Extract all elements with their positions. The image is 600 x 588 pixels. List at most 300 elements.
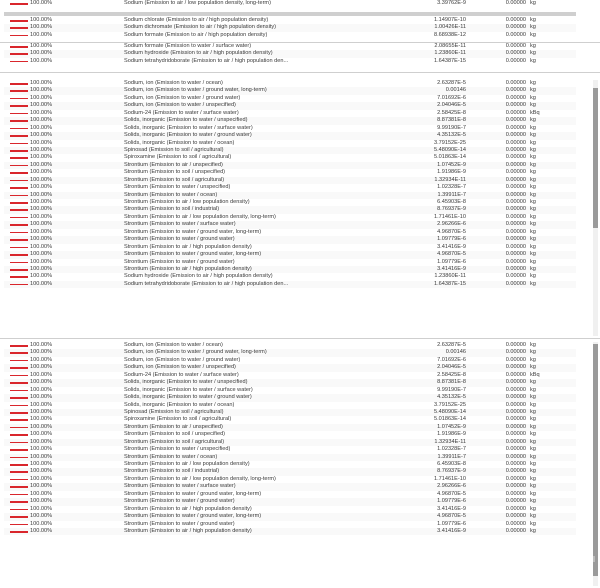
row-result: 0.00000 (505, 221, 526, 228)
row-unit: kg (530, 498, 536, 505)
row-result: 0.00000 (505, 124, 526, 131)
row-percent: 100.00% (30, 349, 53, 356)
row-unit: kg (530, 490, 536, 497)
row-percent: 100.00% (30, 505, 53, 512)
row-result: 0.00000 (505, 102, 526, 109)
table-row[interactable] (4, 125, 576, 132)
row-flow-name: Sodium, ion (Emission to water / ocean) (124, 80, 223, 86)
row-result: 0.00000 (505, 199, 526, 205)
row-percent: 100.00% (30, 394, 53, 401)
result-table-top (4, 0, 576, 9)
row-amount: 4.96870E-5 (437, 228, 466, 235)
row-unit: kg (530, 475, 536, 482)
row-unit: kg (530, 57, 536, 64)
row-amount: 7.01692E-6 (437, 94, 466, 101)
row-result: 0.00000 (505, 498, 526, 505)
row-flow-name: Strontium (Emission to air / unspecified) (124, 423, 223, 430)
table-row[interactable] (4, 281, 576, 288)
vertical-scrollbar-lower[interactable] (593, 342, 598, 586)
row-amount: 3.79152E-25 (433, 401, 466, 408)
row-result: 0.00000 (505, 356, 526, 363)
row-unit: kg (530, 468, 536, 475)
row-unit: kg (530, 280, 536, 287)
row-result: 0.00000 (505, 57, 526, 64)
row-amount: 3.39762E-9 (437, 0, 466, 6)
row-percent: 100.00% (30, 520, 53, 527)
row-unit: kg (530, 386, 536, 393)
table-row[interactable] (4, 528, 576, 535)
row-flow-name: Strontium (Emission to air / low population density) (124, 199, 250, 205)
row-amount: 3.79152E-25 (433, 139, 466, 146)
table-row[interactable] (4, 0, 576, 7)
table-row[interactable] (4, 147, 576, 154)
row-amount: 6.45903E-8 (437, 461, 466, 467)
row-percent: 100.00% (30, 184, 53, 191)
table-row[interactable] (4, 80, 576, 87)
table-row[interactable] (4, 206, 576, 213)
table-row[interactable] (4, 132, 576, 139)
table-row[interactable] (4, 491, 576, 498)
row-flow-name: Sodium tetrahydridoborate (Emission to air / high population den... (124, 280, 289, 287)
row-flow-name: Strontium (Emission to air / high population density) (124, 243, 252, 250)
row-amount: 1.02328E-7 (437, 184, 466, 191)
row-unit: kg (530, 146, 536, 153)
row-percent: 100.00% (30, 401, 53, 408)
contribution-bar (10, 254, 28, 256)
row-result: 0.00000 (505, 423, 526, 430)
row-amount: 1.09779E-6 (437, 236, 466, 243)
row-amount: 2.63287E-5 (437, 80, 466, 86)
contribution-bar (10, 352, 28, 354)
row-flow-name: Strontium (Emission to air / high population density) (124, 265, 252, 272)
row-result: 0.00000 (505, 236, 526, 243)
row-percent: 100.00% (30, 513, 53, 520)
table-row[interactable] (4, 184, 576, 191)
table-row[interactable] (4, 244, 576, 251)
row-result: 0.00000 (505, 169, 526, 176)
row-percent: 100.00% (30, 124, 53, 131)
contribution-bar (10, 224, 28, 226)
row-unit: kg (530, 408, 536, 415)
row-flow-name: Strontium (Emission to soil / agricultural) (124, 176, 225, 183)
row-flow-name: Sodium dichromate (Emission to air / high population density) (124, 24, 277, 31)
table-row[interactable] (4, 177, 576, 184)
table-row[interactable] (4, 95, 576, 102)
row-percent: 100.00% (30, 423, 53, 430)
table-row[interactable] (4, 357, 576, 364)
row-unit: kg (530, 102, 536, 109)
contribution-bar (10, 375, 28, 377)
contribution-bar (10, 457, 28, 459)
contribution-bar (10, 284, 28, 286)
row-amount: 1.09779E-6 (437, 498, 466, 505)
table-row[interactable] (4, 229, 576, 236)
row-result: 0.00000 (505, 490, 526, 497)
contribution-bar (10, 509, 28, 511)
row-amount: 7.01692E-6 (437, 356, 466, 363)
result-table-block-1 (4, 17, 576, 41)
contribution-bar (10, 427, 28, 429)
row-flow-name: Strontium (Emission to air / low population density, long-term) (124, 475, 276, 482)
row-flow-name: Sodium-24 (Emission to water / surface water) (124, 371, 239, 378)
table-row[interactable] (4, 192, 576, 199)
row-percent: 100.00% (30, 169, 53, 176)
row-flow-name: Solids, inorganic (Emission to water / unspecified) (124, 379, 248, 386)
row-percent: 100.00% (30, 57, 53, 64)
table-row[interactable] (4, 259, 576, 266)
row-amount: 2.58425E-8 (437, 371, 466, 378)
row-flow-name: Strontium (Emission to water / ground water) (124, 498, 235, 505)
row-unit: kg (530, 527, 536, 534)
table-row[interactable] (4, 439, 576, 446)
row-percent: 100.00% (30, 364, 53, 371)
contribution-bar (10, 120, 28, 122)
row-unit: kg (530, 364, 536, 371)
result-table-block-3 (4, 80, 576, 336)
row-flow-name: Strontium (Emission to water / unspecified) (124, 446, 231, 453)
row-result: 0.00000 (505, 251, 526, 258)
row-percent: 100.00% (30, 31, 53, 38)
table-row[interactable] (4, 461, 576, 468)
table-row[interactable] (4, 214, 576, 221)
row-amount: 1.14907E-10 (433, 17, 466, 23)
row-unit: kg (530, 356, 536, 363)
row-percent: 100.00% (30, 280, 53, 287)
row-unit: kg (530, 43, 536, 49)
row-flow-name: Sodium-24 (Emission to water / surface water) (124, 109, 239, 116)
row-flow-name: Sodium, ion (Emission to water / ground water, long-term) (124, 87, 267, 94)
row-unit: kg (530, 265, 536, 272)
table-row[interactable] (4, 199, 576, 206)
result-table-block-2 (4, 43, 576, 69)
table-row[interactable] (4, 102, 576, 109)
row-percent: 100.00% (30, 431, 53, 438)
row-amount: 3.41416E-9 (437, 243, 466, 250)
table-row[interactable] (4, 424, 576, 431)
scrollbar-thumb-lower[interactable] (593, 344, 598, 576)
row-result: 0.00000 (505, 146, 526, 153)
contribution-bar (10, 262, 28, 264)
contribution-bar (10, 434, 28, 436)
row-result: 0.00000 (505, 184, 526, 191)
result-table-block-4 (4, 342, 576, 586)
row-result: 0.00000 (505, 213, 526, 220)
resize-handle[interactable] (593, 556, 595, 562)
row-flow-name: Strontium (Emission to soil / unspecified) (124, 169, 226, 176)
row-amount: 9.99190E-7 (437, 124, 466, 131)
row-flow-name: Strontium (Emission to water / ground water) (124, 520, 235, 527)
row-flow-name: Strontium (Emission to water / ground water, long-term) (124, 513, 262, 520)
row-percent: 100.00% (30, 379, 53, 386)
row-result: 0.00000 (505, 280, 526, 287)
table-row[interactable] (4, 50, 576, 57)
row-amount: 5.01863E-14 (433, 416, 466, 423)
contribution-bar (10, 412, 28, 414)
row-unit: kg (530, 213, 536, 220)
row-unit: kg (530, 251, 536, 258)
contribution-bar (10, 20, 28, 22)
row-percent: 100.00% (30, 236, 53, 243)
row-flow-name: Strontium (Emission to water / surface water) (124, 221, 236, 228)
contribution-bar (10, 187, 28, 189)
row-flow-name: Solids, inorganic (Emission to water / unspecified) (124, 117, 248, 124)
row-percent: 100.00% (30, 102, 53, 109)
table-row[interactable] (4, 169, 576, 176)
table-row[interactable] (4, 446, 576, 453)
table-row[interactable] (4, 468, 576, 475)
row-result: 0.00000 (505, 394, 526, 401)
row-amount: 8.76937E-9 (437, 468, 466, 475)
row-unit: kg (530, 184, 536, 191)
table-row[interactable] (4, 364, 576, 371)
row-result: 0.00000 (505, 505, 526, 512)
table-row[interactable] (4, 140, 576, 147)
row-amount: 1.71461E-10 (433, 213, 466, 220)
contribution-bar (10, 3, 28, 5)
row-flow-name: Sodium formate (Emission to air / high population density) (124, 31, 268, 38)
table-row[interactable] (4, 498, 576, 505)
row-amount: 5.48090E-14 (433, 408, 466, 415)
table-row[interactable] (4, 454, 576, 461)
contribution-bar (10, 276, 28, 278)
table-row[interactable] (4, 387, 576, 394)
row-unit: kg (530, 124, 536, 131)
contribution-bar (10, 53, 28, 55)
contribution-bar (10, 382, 28, 384)
divider (0, 72, 600, 73)
row-percent: 100.00% (30, 0, 53, 6)
row-amount: 1.00426E-11 (434, 24, 466, 31)
row-flow-name: Sodium tetrahydridoborate (Emission to air / high population den... (124, 57, 289, 64)
contribution-bar (10, 113, 28, 115)
row-result: 0.00000 (505, 342, 526, 348)
table-row[interactable] (4, 506, 576, 513)
row-amount: 1.91986E-9 (437, 169, 466, 176)
row-flow-name: Solids, inorganic (Emission to water / surface water) (124, 124, 253, 131)
row-flow-name: Sodium, ion (Emission to water / ocean) (124, 342, 223, 348)
table-row[interactable] (4, 483, 576, 490)
row-percent: 100.00% (30, 43, 53, 49)
row-amount: 8.76937E-9 (437, 206, 466, 213)
contribution-bar (10, 172, 28, 174)
table-row[interactable] (4, 266, 576, 273)
row-unit: kg (530, 243, 536, 250)
row-result: 0.00000 (505, 364, 526, 371)
row-flow-name: Sodium, ion (Emission to water / unspecified) (124, 364, 236, 371)
row-flow-name: Strontium (Emission to air / high population density) (124, 527, 252, 534)
row-unit: kg (530, 520, 536, 527)
row-percent: 100.00% (30, 446, 53, 453)
table-row[interactable] (4, 236, 576, 243)
row-unit: kg (530, 446, 536, 453)
row-flow-name: Strontium (Emission to water / ground water, long-term) (124, 490, 262, 497)
row-percent: 100.00% (30, 386, 53, 393)
row-percent: 100.00% (30, 117, 53, 124)
row-percent: 100.00% (30, 265, 53, 272)
row-result: 0.00000 (505, 265, 526, 272)
row-amount: 2.63287E-5 (437, 342, 466, 348)
row-result: 0.00000 (505, 243, 526, 250)
table-row[interactable] (4, 32, 576, 39)
row-amount: 2.08655E-11 (434, 43, 466, 49)
row-flow-name: Sodium hydroxide (Emission to air / high population density) (124, 273, 273, 280)
row-flow-name: Solids, inorganic (Emission to water / surface water) (124, 386, 253, 393)
row-unit: kg (530, 513, 536, 520)
row-result: 0.00000 (505, 228, 526, 235)
contribution-bar (10, 202, 28, 204)
contribution-bar (10, 486, 28, 488)
row-unit: kg (530, 236, 536, 243)
row-flow-name: Strontium (Emission to water / ground water, long-term) (124, 228, 262, 235)
row-percent: 100.00% (30, 80, 53, 86)
row-amount: 4.96870E-5 (437, 251, 466, 258)
row-amount: 9.99190E-7 (437, 386, 466, 393)
table-row[interactable] (4, 349, 576, 356)
table-row[interactable] (4, 513, 576, 520)
row-amount: 1.64387E-15 (433, 57, 466, 64)
divider (0, 338, 600, 339)
row-percent: 100.00% (30, 161, 53, 168)
row-flow-name: Spinosad (Emission to soil / agricultural) (124, 408, 224, 415)
row-percent: 100.00% (30, 146, 53, 153)
table-row[interactable] (4, 521, 576, 528)
row-amount: 1.07452E-9 (437, 161, 466, 168)
table-row[interactable] (4, 221, 576, 228)
row-flow-name: Solids, inorganic (Emission to water / ground water) (124, 132, 252, 139)
row-amount: 5.48090E-14 (433, 146, 466, 153)
row-amount: 2.96266E-6 (437, 221, 466, 228)
table-row[interactable] (4, 58, 576, 65)
row-result: 0.00000 (505, 139, 526, 146)
table-row[interactable] (4, 117, 576, 124)
row-percent: 100.00% (30, 273, 53, 280)
row-percent: 100.00% (30, 468, 53, 475)
row-amount: 2.96266E-6 (437, 483, 466, 490)
row-amount: 3.41416E-9 (437, 527, 466, 534)
row-unit: kg (530, 258, 536, 265)
contribution-bar (10, 232, 28, 234)
table-row[interactable] (4, 162, 576, 169)
row-amount: 1.09779E-6 (437, 520, 466, 527)
table-row[interactable] (4, 251, 576, 258)
row-amount: 2.04046E-5 (437, 102, 466, 109)
table-row[interactable] (4, 24, 576, 31)
row-amount: 1.09779E-6 (437, 258, 466, 265)
row-amount: 1.71461E-10 (433, 475, 466, 482)
row-amount: 8.87381E-8 (437, 379, 466, 386)
row-unit: kBq (530, 371, 540, 378)
row-flow-name: Sodium, ion (Emission to water / ground water, long-term) (124, 349, 267, 356)
row-result: 0.00000 (505, 520, 526, 527)
row-result: 0.00000 (505, 475, 526, 482)
row-amount: 4.35132E-5 (437, 132, 466, 139)
row-unit: kg (530, 431, 536, 438)
table-row[interactable] (4, 394, 576, 401)
horizontal-scrollbar[interactable] (4, 12, 576, 16)
table-row[interactable] (4, 431, 576, 438)
row-amount: 3.41416E-9 (437, 265, 466, 272)
row-amount: 8.87381E-8 (437, 117, 466, 124)
row-unit: kg (530, 342, 536, 348)
row-amount: 5.01863E-14 (433, 154, 466, 161)
row-percent: 100.00% (30, 17, 53, 23)
row-result: 0.00000 (505, 176, 526, 183)
table-row[interactable] (4, 273, 576, 280)
scrollbar-thumb[interactable] (593, 88, 598, 228)
row-percent: 100.00% (30, 342, 53, 348)
row-percent: 100.00% (30, 416, 53, 423)
table-row[interactable] (4, 402, 576, 409)
row-result: 0.00000 (505, 453, 526, 460)
row-result: 0.00000 (505, 431, 526, 438)
row-unit: kg (530, 0, 536, 6)
row-flow-name: Strontium (Emission to air / low population density) (124, 461, 250, 467)
table-row[interactable] (4, 17, 576, 24)
row-amount: 1.02328E-7 (437, 446, 466, 453)
row-result: 0.00000 (505, 401, 526, 408)
contribution-bar (10, 157, 28, 159)
table-row[interactable] (4, 154, 576, 161)
row-flow-name: Strontium (Emission to soil / industrial) (124, 468, 220, 475)
row-result: 0.00000 (505, 416, 526, 423)
row-flow-name: Sodium, ion (Emission to water / ground water) (124, 356, 241, 363)
contribution-bar (10, 90, 28, 92)
contribution-bar (10, 449, 28, 451)
row-flow-name: Strontium (Emission to air / unspecified) (124, 161, 223, 168)
row-unit: kg (530, 191, 536, 198)
contribution-bar (10, 105, 28, 107)
row-amount: 3.41416E-9 (437, 505, 466, 512)
table-row[interactable] (4, 342, 576, 349)
row-flow-name: Strontium (Emission to water / ocean) (124, 453, 218, 460)
contribution-bar (10, 35, 28, 37)
row-unit: kg (530, 461, 536, 467)
row-result: 0.00000 (505, 349, 526, 356)
row-percent: 100.00% (30, 206, 53, 213)
contribution-bar (10, 397, 28, 399)
row-unit: kg (530, 206, 536, 213)
row-unit: kg (530, 50, 536, 57)
row-result: 0.00000 (505, 17, 526, 23)
table-row[interactable] (4, 372, 576, 379)
row-percent: 100.00% (30, 453, 53, 460)
row-percent: 100.00% (30, 132, 53, 139)
row-unit: kg (530, 117, 536, 124)
table-row[interactable] (4, 43, 576, 50)
table-row[interactable] (4, 379, 576, 386)
row-result: 0.00000 (505, 80, 526, 86)
row-amount: 8.68938E-12 (433, 31, 466, 38)
row-flow-name: Solids, inorganic (Emission to water / ground water) (124, 394, 252, 401)
vertical-scrollbar[interactable] (593, 80, 598, 336)
table-row[interactable] (4, 416, 576, 423)
contribution-bar (10, 405, 28, 407)
contribution-bar (10, 464, 28, 466)
row-unit: kg (530, 17, 536, 23)
table-row[interactable] (4, 87, 576, 94)
table-row[interactable] (4, 409, 576, 416)
table-row[interactable] (4, 110, 576, 117)
row-unit: kg (530, 132, 536, 139)
row-unit: kg (530, 379, 536, 386)
contribution-bar (10, 209, 28, 211)
contribution-bar (10, 501, 28, 503)
row-amount: 1.39911E-7 (437, 453, 466, 460)
row-flow-name: Sodium hydroxide (Emission to air / high population density) (124, 50, 273, 57)
table-row[interactable] (4, 476, 576, 483)
row-result: 0.00000 (505, 468, 526, 475)
contribution-bar (10, 516, 28, 518)
